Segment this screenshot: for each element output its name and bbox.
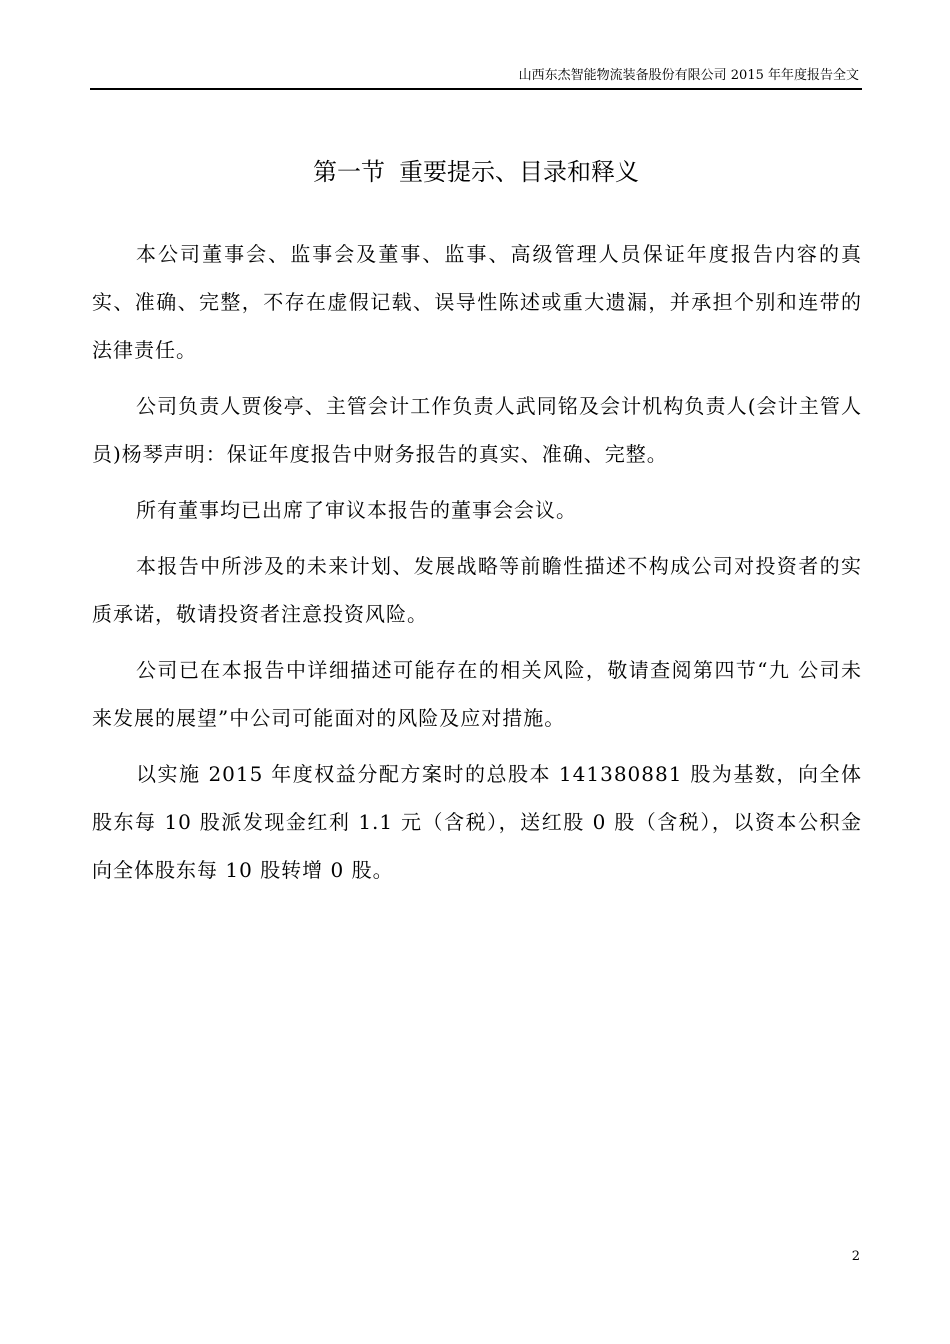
paragraph-risk-reference: 公司已在本报告中详细描述可能存在的相关风险，敬请查阅第四节“九 公司未来发展的展望”中公司可能面对的风险及应对措施。 bbox=[92, 658, 862, 730]
paragraph-responsible-persons-statement: 公司负责人贾俊亭、主管会计工作负责人武同铭及会计机构负责人(会计主管人员)杨琴声明：保证年度报告中财务报告的真实、准确、完整。 bbox=[92, 394, 862, 466]
paragraph-forward-looking-disclaimer: 本报告中所涉及的未来计划、发展战略等前瞻性描述不构成公司对投资者的实质承诺，敬请投资者注意投资风险。 bbox=[92, 554, 862, 626]
section-number: 第一节 bbox=[313, 158, 385, 186]
document-body bbox=[92, 230, 862, 902]
page-number: 2 bbox=[851, 1249, 860, 1264]
section-heading: 重要提示、目录和释义 bbox=[399, 158, 639, 186]
paragraph-board-guarantee: 本公司董事会、监事会及董事、监事、高级管理人员保证年度报告内容的真实、准确、完整，不存在虚假记载、误导性陈述或重大遗漏，并承担个别和连带的法律责任。 bbox=[92, 242, 862, 362]
paragraph-profit-distribution: 以实施 2015 年度权益分配方案时的总股本 141380881 股为基数，向全体股东每 10 股派发现金红利 1.1 元（含税），送红股 0 股（含税），以资本公积金向全体股东每 10 股转增 0 股。 bbox=[92, 762, 862, 882]
paragraph-directors-attendance: 所有董事均已出席了审议本报告的董事会会议。 bbox=[136, 498, 577, 522]
header-divider bbox=[90, 88, 862, 90]
running-header: 山西东杰智能物流装备股份有限公司 2015 年年度报告全文 bbox=[518, 68, 859, 83]
section-title bbox=[90, 155, 862, 189]
